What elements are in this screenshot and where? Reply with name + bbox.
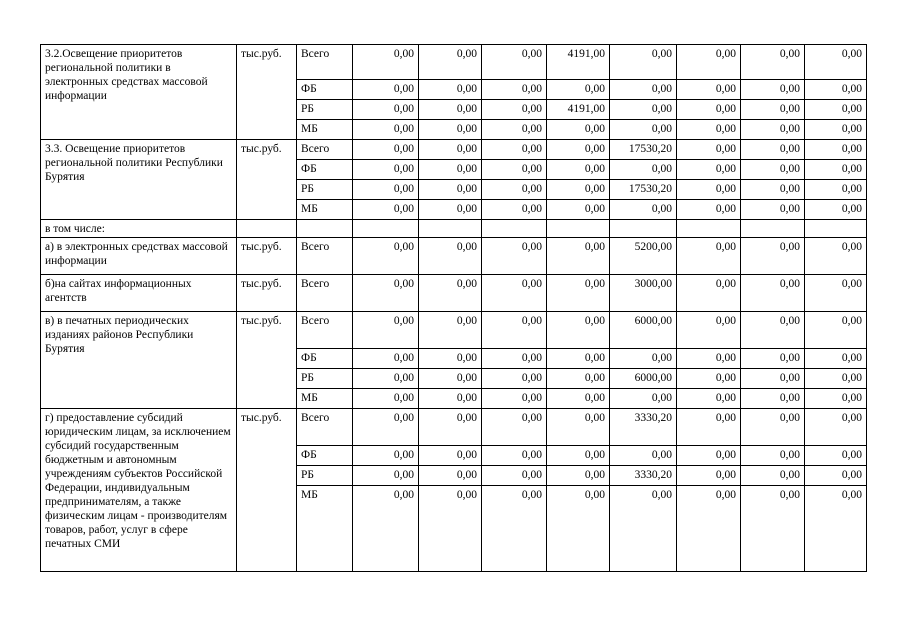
value-cell: 0,00 <box>419 409 482 446</box>
unit-cell-empty <box>237 100 297 120</box>
value-cell: 0,00 <box>547 275 610 312</box>
unit-cell-empty <box>237 349 297 369</box>
unit-cell-empty <box>237 180 297 200</box>
value-cell: 0,00 <box>482 45 547 80</box>
value-cell: 0,00 <box>610 349 677 369</box>
funding-source-cell: МБ <box>297 120 353 140</box>
value-cell: 0,00 <box>353 100 419 120</box>
value-cell: 4191,00 <box>547 100 610 120</box>
unit-cell-empty <box>237 369 297 389</box>
value-cell: 0,00 <box>677 100 741 120</box>
value-cell: 0,00 <box>482 409 547 446</box>
funding-source-cell: Всего <box>297 275 353 312</box>
value-cell: 0,00 <box>741 275 805 312</box>
value-cell: 0,00 <box>482 160 547 180</box>
value-cell: 0,00 <box>547 238 610 275</box>
value-cell: 0,00 <box>805 140 867 160</box>
value-cell: 0,00 <box>741 409 805 446</box>
funding-source-cell: Всего <box>297 45 353 80</box>
value-cell: 0,00 <box>610 100 677 120</box>
value-cell: 0,00 <box>805 409 867 446</box>
value-cell: 0,00 <box>741 120 805 140</box>
value-cell: 0,00 <box>677 275 741 312</box>
funding-source-cell: ФБ <box>297 446 353 466</box>
value-cell: 0,00 <box>741 486 805 572</box>
value-cell <box>610 220 677 238</box>
value-cell: 0,00 <box>805 486 867 572</box>
funding-source-cell: Всего <box>297 312 353 349</box>
value-cell: 0,00 <box>353 446 419 466</box>
value-cell <box>353 220 419 238</box>
value-cell: 0,00 <box>547 200 610 220</box>
value-cell: 0,00 <box>805 160 867 180</box>
funding-source-cell: РБ <box>297 369 353 389</box>
unit-cell-empty <box>237 389 297 409</box>
value-cell: 0,00 <box>482 389 547 409</box>
value-cell: 0,00 <box>419 180 482 200</box>
value-cell: 0,00 <box>610 486 677 572</box>
value-cell: 0,00 <box>482 369 547 389</box>
funding-source-cell: РБ <box>297 466 353 486</box>
value-cell: 0,00 <box>547 466 610 486</box>
row-label: б)на сайтах информационных агентств <box>41 275 237 312</box>
value-cell: 0,00 <box>610 80 677 100</box>
value-cell: 0,00 <box>547 446 610 466</box>
funding-source-cell: Всего <box>297 140 353 160</box>
value-cell: 0,00 <box>482 180 547 200</box>
value-cell: 0,00 <box>353 160 419 180</box>
unit-cell-empty <box>237 120 297 140</box>
value-cell: 17530,20 <box>610 180 677 200</box>
row-label: 3.2.Освещение приоритетов региональной политики в электронных средствах массовой информации <box>41 45 237 140</box>
value-cell <box>677 220 741 238</box>
table-row <box>41 140 867 160</box>
value-cell: 17530,20 <box>610 140 677 160</box>
value-cell: 0,00 <box>805 446 867 466</box>
row-label: в том числе: <box>41 220 237 238</box>
value-cell: 0,00 <box>419 466 482 486</box>
value-cell: 0,00 <box>482 120 547 140</box>
value-cell: 0,00 <box>353 140 419 160</box>
funding-source-cell: МБ <box>297 200 353 220</box>
funding-source-cell: Всего <box>297 238 353 275</box>
value-cell: 0,00 <box>677 312 741 349</box>
unit-cell-empty <box>237 80 297 100</box>
value-cell: 0,00 <box>419 238 482 275</box>
value-cell: 0,00 <box>419 446 482 466</box>
value-cell: 0,00 <box>353 312 419 349</box>
value-cell: 0,00 <box>741 200 805 220</box>
value-cell: 0,00 <box>677 446 741 466</box>
value-cell: 0,00 <box>419 45 482 80</box>
value-cell: 0,00 <box>677 369 741 389</box>
table-row <box>41 238 867 275</box>
value-cell: 0,00 <box>805 80 867 100</box>
unit-cell: тыс.руб. <box>237 275 297 312</box>
value-cell: 0,00 <box>353 389 419 409</box>
value-cell: 0,00 <box>482 486 547 572</box>
value-cell: 4191,00 <box>547 45 610 80</box>
value-cell: 0,00 <box>547 140 610 160</box>
value-cell: 0,00 <box>677 80 741 100</box>
funding-source-cell: РБ <box>297 100 353 120</box>
unit-cell: тыс.руб. <box>237 45 297 80</box>
funding-source-cell: Всего <box>297 409 353 446</box>
value-cell: 0,00 <box>610 120 677 140</box>
funding-source-cell: МБ <box>297 486 353 572</box>
row-label: а) в электронных средствах массовой информации <box>41 238 237 275</box>
value-cell: 0,00 <box>547 180 610 200</box>
value-cell: 0,00 <box>547 312 610 349</box>
value-cell: 0,00 <box>677 45 741 80</box>
value-cell: 0,00 <box>805 389 867 409</box>
value-cell: 0,00 <box>741 312 805 349</box>
funding-source-cell: ФБ <box>297 349 353 369</box>
value-cell: 0,00 <box>677 120 741 140</box>
value-cell: 0,00 <box>741 389 805 409</box>
value-cell: 0,00 <box>610 200 677 220</box>
value-cell: 0,00 <box>419 160 482 180</box>
value-cell: 0,00 <box>482 140 547 160</box>
funding-source-cell: МБ <box>297 389 353 409</box>
value-cell: 0,00 <box>419 369 482 389</box>
value-cell: 0,00 <box>482 312 547 349</box>
table-row <box>41 45 867 80</box>
value-cell: 0,00 <box>805 369 867 389</box>
value-cell: 0,00 <box>419 140 482 160</box>
value-cell: 0,00 <box>353 486 419 572</box>
value-cell: 0,00 <box>547 389 610 409</box>
value-cell: 0,00 <box>482 100 547 120</box>
value-cell: 0,00 <box>547 369 610 389</box>
value-cell: 0,00 <box>677 349 741 369</box>
value-cell: 0,00 <box>677 486 741 572</box>
value-cell: 0,00 <box>805 466 867 486</box>
budget-table <box>40 44 867 572</box>
value-cell: 0,00 <box>677 409 741 446</box>
value-cell: 0,00 <box>805 45 867 80</box>
value-cell: 0,00 <box>353 369 419 389</box>
value-cell: 0,00 <box>805 238 867 275</box>
unit-cell: тыс.руб. <box>237 140 297 160</box>
value-cell: 0,00 <box>419 486 482 572</box>
value-cell: 0,00 <box>482 200 547 220</box>
unit-cell-empty <box>237 446 297 466</box>
value-cell: 0,00 <box>741 45 805 80</box>
value-cell: 0,00 <box>547 486 610 572</box>
value-cell <box>547 220 610 238</box>
value-cell: 0,00 <box>482 446 547 466</box>
value-cell: 0,00 <box>547 160 610 180</box>
table-body <box>41 45 867 572</box>
value-cell: 0,00 <box>419 120 482 140</box>
value-cell: 0,00 <box>741 100 805 120</box>
value-cell: 0,00 <box>419 80 482 100</box>
value-cell: 0,00 <box>353 45 419 80</box>
unit-cell-empty <box>237 200 297 220</box>
value-cell: 6000,00 <box>610 312 677 349</box>
value-cell: 5200,00 <box>610 238 677 275</box>
value-cell: 0,00 <box>353 349 419 369</box>
value-cell: 0,00 <box>419 312 482 349</box>
table-row <box>41 312 867 349</box>
value-cell <box>805 220 867 238</box>
value-cell: 0,00 <box>482 80 547 100</box>
value-cell: 0,00 <box>353 80 419 100</box>
value-cell: 0,00 <box>741 160 805 180</box>
value-cell: 0,00 <box>419 275 482 312</box>
unit-cell: тыс.руб. <box>237 409 297 446</box>
value-cell: 0,00 <box>419 100 482 120</box>
value-cell: 3330,20 <box>610 409 677 446</box>
value-cell: 0,00 <box>353 200 419 220</box>
value-cell: 6000,00 <box>610 369 677 389</box>
value-cell: 0,00 <box>741 80 805 100</box>
funding-source-cell: РБ <box>297 180 353 200</box>
value-cell: 0,00 <box>677 200 741 220</box>
value-cell: 0,00 <box>677 140 741 160</box>
value-cell: 0,00 <box>741 446 805 466</box>
value-cell: 0,00 <box>741 369 805 389</box>
value-cell: 0,00 <box>353 238 419 275</box>
value-cell: 0,00 <box>419 200 482 220</box>
table-row <box>41 409 867 446</box>
value-cell: 0,00 <box>741 466 805 486</box>
value-cell: 0,00 <box>547 409 610 446</box>
value-cell: 0,00 <box>353 409 419 446</box>
value-cell: 0,00 <box>741 140 805 160</box>
value-cell: 0,00 <box>677 160 741 180</box>
value-cell: 0,00 <box>805 100 867 120</box>
value-cell <box>741 220 805 238</box>
table-row <box>41 220 867 238</box>
value-cell: 0,00 <box>353 120 419 140</box>
value-cell: 0,00 <box>482 349 547 369</box>
value-cell <box>419 220 482 238</box>
value-cell: 0,00 <box>482 466 547 486</box>
unit-cell-empty <box>237 466 297 486</box>
value-cell: 0,00 <box>419 389 482 409</box>
unit-cell-empty <box>237 160 297 180</box>
row-label: в) в печатных периодических изданиях районов Республики Бурятия <box>41 312 237 409</box>
value-cell: 0,00 <box>610 160 677 180</box>
value-cell: 0,00 <box>419 349 482 369</box>
value-cell: 0,00 <box>547 120 610 140</box>
value-cell: 0,00 <box>677 180 741 200</box>
table-row <box>41 275 867 312</box>
row-label: 3.3. Освещение приоритетов региональной политики Республики Бурятия <box>41 140 237 220</box>
value-cell: 0,00 <box>677 389 741 409</box>
value-cell: 0,00 <box>610 45 677 80</box>
unit-cell <box>237 220 297 238</box>
row-label: г) предоставление субсидий юридическим лицам, за исключением субсидий государственным бюджетным и автономным учреждениям субъектов Российской Федерации, индивидуальным предпринимателям, а также физическим лицам - производителям товаров, работ, услуг в сфере печатных СМИ <box>41 409 237 572</box>
value-cell: 0,00 <box>610 389 677 409</box>
value-cell: 0,00 <box>353 275 419 312</box>
value-cell: 0,00 <box>805 180 867 200</box>
value-cell: 0,00 <box>741 180 805 200</box>
value-cell: 0,00 <box>677 466 741 486</box>
value-cell: 0,00 <box>353 466 419 486</box>
value-cell: 3000,00 <box>610 275 677 312</box>
value-cell: 0,00 <box>353 180 419 200</box>
value-cell: 0,00 <box>482 238 547 275</box>
value-cell: 0,00 <box>610 446 677 466</box>
value-cell: 0,00 <box>805 349 867 369</box>
value-cell: 0,00 <box>547 80 610 100</box>
funding-source-cell: ФБ <box>297 80 353 100</box>
value-cell: 0,00 <box>805 275 867 312</box>
value-cell: 0,00 <box>805 312 867 349</box>
value-cell: 0,00 <box>741 238 805 275</box>
funding-source-cell: ФБ <box>297 160 353 180</box>
value-cell: 0,00 <box>482 275 547 312</box>
funding-source-cell <box>297 220 353 238</box>
value-cell: 0,00 <box>677 238 741 275</box>
value-cell: 0,00 <box>741 349 805 369</box>
value-cell: 0,00 <box>805 120 867 140</box>
value-cell: 0,00 <box>805 200 867 220</box>
unit-cell: тыс.руб. <box>237 312 297 349</box>
value-cell <box>482 220 547 238</box>
value-cell: 3330,20 <box>610 466 677 486</box>
unit-cell: тыс.руб. <box>237 238 297 275</box>
unit-cell-empty <box>237 486 297 572</box>
value-cell: 0,00 <box>547 349 610 369</box>
